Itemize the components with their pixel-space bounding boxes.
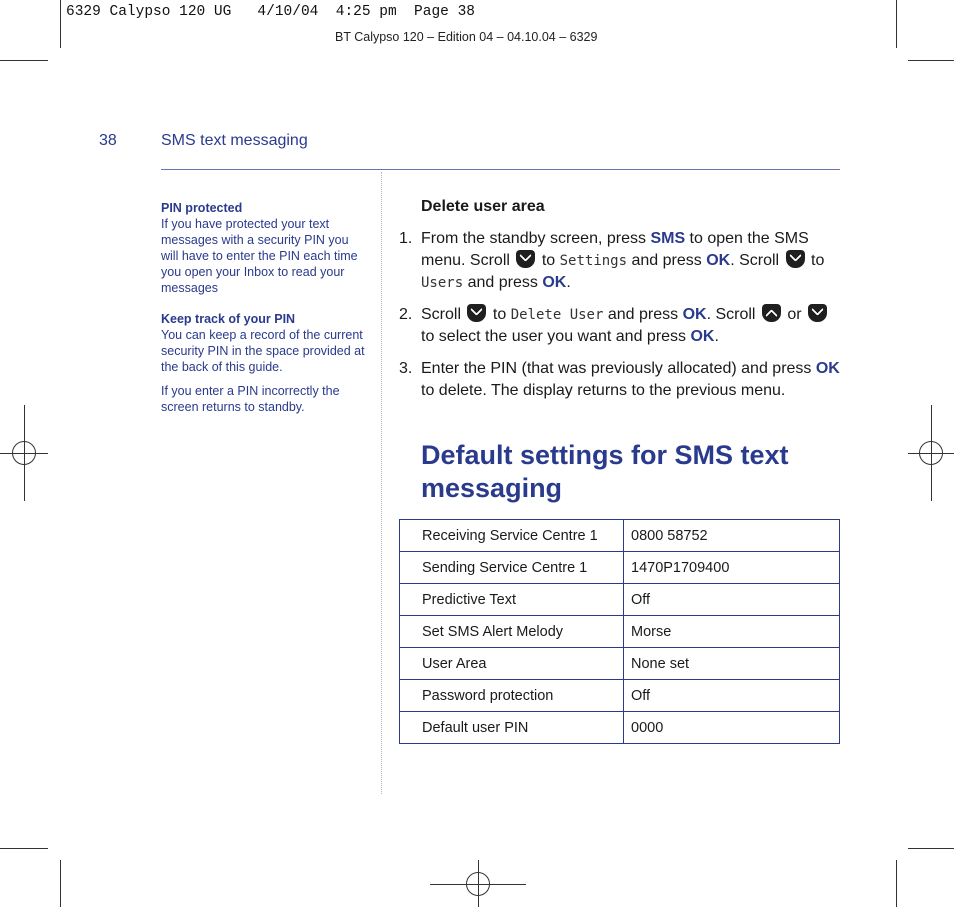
down-arrow-key-icon (808, 304, 827, 322)
table-row (400, 520, 840, 552)
default-settings-heading: Default settings for SMS text messaging (421, 440, 789, 503)
key-label: OK (706, 252, 731, 269)
crop-mark (60, 860, 61, 907)
setting-name: User Area (400, 648, 624, 680)
text: and press (627, 252, 707, 269)
text: to (806, 252, 825, 269)
down-arrow-key-icon (467, 304, 486, 322)
note-pin-protected (161, 200, 366, 296)
text: to delete. The display returns to the previous menu. (421, 382, 786, 399)
text: . Scroll (730, 252, 784, 269)
text: Scroll (421, 306, 466, 323)
page-number: 38 (99, 132, 117, 149)
note-text: If you enter a PIN incorrectly the screen returns to standby. (161, 384, 340, 414)
table-row (400, 616, 840, 648)
setting-value: Off (624, 680, 840, 712)
setting-value: 0000 (624, 712, 840, 744)
subheading: Delete user area (421, 198, 545, 215)
text: . Scroll (706, 306, 760, 323)
setting-value: 0800 58752 (624, 520, 840, 552)
key-label: OK (815, 360, 840, 377)
step-text (421, 228, 840, 294)
text: and press (463, 274, 543, 291)
setting-value: 1470P1709400 (624, 552, 840, 584)
key-label: OK (690, 328, 715, 345)
step-text (421, 304, 840, 348)
step-text (421, 358, 840, 402)
edition-line: BT Calypso 120 – Edition 04 – 04.10.04 – 6329 (335, 30, 598, 44)
note-title: PIN protected (161, 201, 243, 215)
setting-name: Sending Service Centre 1 (400, 552, 624, 584)
table-row (400, 680, 840, 712)
section-title: SMS text messaging (161, 132, 308, 149)
down-arrow-key-icon (786, 250, 805, 268)
crop-mark (908, 848, 954, 849)
note-title: Keep track of your PIN (161, 312, 296, 326)
up-arrow-key-icon (762, 304, 781, 322)
text: to select the user you want and press (421, 328, 691, 345)
crop-mark (908, 60, 954, 61)
step-3 (399, 358, 840, 402)
table-row (400, 648, 840, 680)
key-label: OK (682, 306, 707, 323)
text: to open the SMS menu. Scroll (421, 230, 809, 269)
step-1 (399, 228, 840, 294)
setting-name: Password protection (400, 680, 624, 712)
default-settings-table (399, 519, 840, 744)
column-divider (381, 172, 382, 794)
step-number: 3. (399, 360, 413, 377)
text: From the standby screen, press (421, 230, 651, 247)
key-label: SMS (650, 230, 686, 247)
note-text: You can keep a record of the current security PIN in the space provided at the back of this guide. (161, 328, 365, 374)
print-slug: 6329 Calypso 120 UG 4/10/04 4:25 pm Page 38 (66, 4, 475, 20)
registration-circle (466, 872, 490, 896)
crop-mark (896, 0, 897, 48)
setting-value: Morse (624, 616, 840, 648)
text: and press (603, 306, 683, 323)
crop-mark (0, 848, 48, 849)
crop-mark (0, 60, 48, 61)
text: . (714, 328, 719, 345)
setting-name: Predictive Text (400, 584, 624, 616)
lcd-text: Delete User (510, 307, 604, 323)
text: Enter the PIN (that was previously allocated) and press (421, 360, 816, 377)
setting-name: Set SMS Alert Melody (400, 616, 624, 648)
step-number: 2. (399, 306, 413, 323)
header-rule (161, 169, 840, 170)
registration-circle (919, 441, 943, 465)
table-row (400, 712, 840, 744)
down-arrow-key-icon (516, 250, 535, 268)
lcd-text: Settings (559, 253, 628, 269)
setting-name: Default user PIN (400, 712, 624, 744)
step-2 (399, 304, 840, 348)
sidebar-notes (161, 200, 366, 430)
text: . (566, 274, 571, 291)
text: to (488, 306, 511, 323)
lcd-text: Users (421, 275, 464, 291)
setting-value: None set (624, 648, 840, 680)
crop-mark (896, 860, 897, 907)
crop-mark (60, 0, 61, 48)
setting-value: Off (624, 584, 840, 616)
text: to (537, 252, 560, 269)
table-row (400, 552, 840, 584)
note-text: If you have protected your text messages with a security PIN you will have to enter the PIN each time you open your Inbox to read your messages (161, 217, 358, 295)
setting-name: Receiving Service Centre 1 (400, 520, 624, 552)
step-number: 1. (399, 230, 413, 247)
step-list (399, 228, 840, 402)
table-row (400, 584, 840, 616)
text: or (782, 306, 807, 323)
note-keep-track (161, 311, 366, 415)
key-label: OK (542, 274, 567, 291)
main-content (399, 196, 840, 412)
registration-circle (12, 441, 36, 465)
